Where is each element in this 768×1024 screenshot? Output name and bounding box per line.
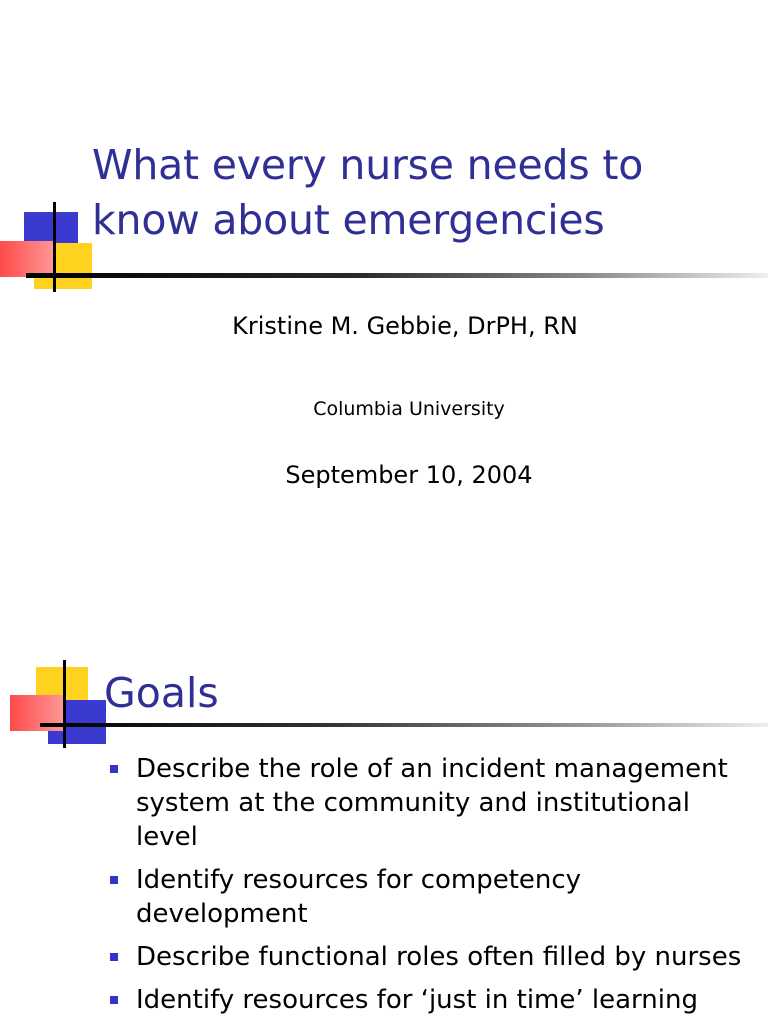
list-item bbox=[108, 983, 758, 1017]
list-item-text: Describe the role of an incident management system at the community and institutional level bbox=[136, 754, 728, 852]
bullet-icon bbox=[110, 996, 118, 1004]
title-divider bbox=[40, 723, 768, 727]
goals-list bbox=[108, 752, 758, 1024]
slide-title: Goals bbox=[104, 669, 219, 717]
bullet-icon bbox=[110, 765, 118, 773]
list-item-text: Identify resources for ‘just in time’ learning bbox=[136, 985, 698, 1015]
title-divider bbox=[26, 273, 768, 278]
bullet-icon bbox=[110, 876, 118, 884]
list-item-text: Identify resources for competency development bbox=[136, 865, 582, 929]
author-name: Kristine M. Gebbie, DrPH, RN bbox=[232, 312, 578, 340]
bullet-icon bbox=[110, 953, 118, 961]
slide-title: What every nurse needs to know about emergencies bbox=[92, 141, 644, 244]
list-item bbox=[108, 940, 758, 974]
list-item bbox=[108, 752, 758, 854]
affiliation: Columbia University bbox=[313, 398, 505, 420]
list-item-text: Describe functional roles often filled by nurses bbox=[136, 942, 742, 972]
list-item bbox=[108, 863, 758, 931]
presentation-date: September 10, 2004 bbox=[285, 461, 533, 489]
